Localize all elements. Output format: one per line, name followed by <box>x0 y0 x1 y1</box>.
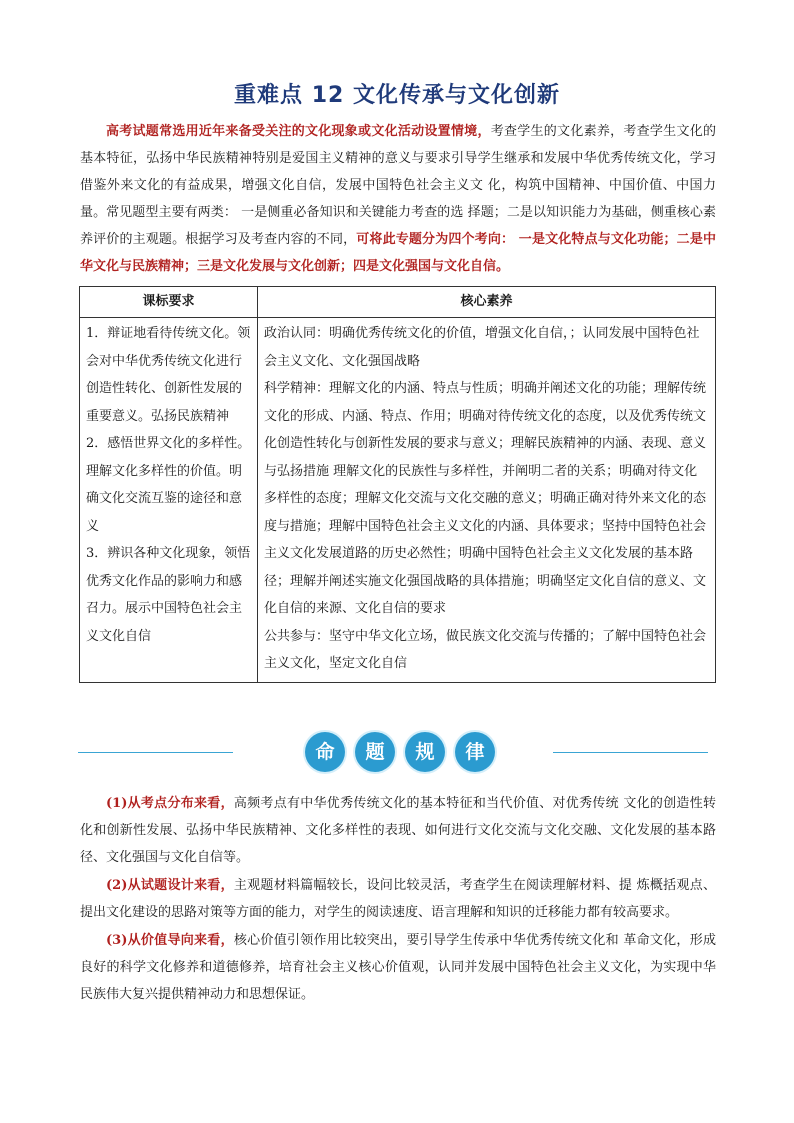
section-title-char: 规 <box>405 732 445 772</box>
competency-item: 政治认同：明确优秀传统文化的价值，增强文化自信，；认同发展中国特色社会主义文化、文化强国战略 <box>264 326 700 369</box>
rule-paragraph <box>80 872 716 926</box>
rule-text: 核心价值引领作用比较突出，要引导学生传承中华优秀传统文化和 革命文化，形成良好的科学文化修养和道德修养，培育社会主义核心价值观，认同并发展中国特色社会主义文化，为实现中华民族伟大复兴提供精神动力和思想保证。 <box>80 933 716 1002</box>
competency-item: 科学精神：理解文化的内涵、特点与性质；明确并阐述文化的功能；理解传统文化的形成、内涵、特点、作用；明确对待传统文化的态度，以及优秀传统文化创造性转化与创新性发展的要求与意义；理解民族精神的内涵、表现、意义与弘扬措施 理解文化的民族性与多样性，并阐明二者的关系；明确对待文化多样性的态度；理解文化交流与文化交融的意义；明确正确对待外来文化的态度与措施；理解中国特色社会主义文化的内涵、具体要求；坚持中国特色社会主义文化发展道路的历史必然性；明确中国特色社会主义文化发展的基本路径；理解并阐述实施文化强国战略的具体措施；明确坚定文化自信的意义、文化自信的来源、文化自信的要求 <box>264 381 707 616</box>
table-header-row <box>80 287 716 318</box>
curriculum-requirements-cell <box>80 318 258 683</box>
rule-text: 主观题材料篇幅较长，设问比较灵活，考查学生在阅读理解材料、提 炼概括观点、提出文化建设的思路对策等方面的能力，对学生的阅读速度、语言理解和知识的迁移能力都有较高要求。 <box>80 878 716 920</box>
rule-paragraph <box>80 927 716 1008</box>
divider-right <box>553 752 708 753</box>
core-competency-cell <box>258 318 716 683</box>
curriculum-item: 2．感悟世界文化的多样性。理解文化多样性的价值。明确文化交流互鉴的途径和意义 <box>86 436 251 534</box>
section-header <box>0 730 794 776</box>
intro-tail-highlight: 可将此专题分为四个考向： 一是文化特点与文化功能；二是中华文化与民族精神；三是文化发展与文化创新；四是文化强国与文化自信。 <box>80 232 716 274</box>
competency-item: 公共参与：坚守中华文化立场，做民族文化交流与传播的；了解中国特色社会主义文化，坚定文化自信 <box>264 628 707 671</box>
curriculum-item: 1．辩证地看待传统文化。领会对中华优秀传统文化进行创造性转化、创新性发展的重要意义。弘扬民族精神 <box>86 326 251 424</box>
intro-body: 考查学生的文化素养，考查学生文化的基本特征，弘扬中华民族精神特别是爱国主义精神的意义与要求引导学生继承和发展中华优秀传统文化，学习借鉴外来文化的有益成果，增强文化自信，发展中国特色社会主义文 化，构筑中国精神、中国价值、中国力量。常见题型主要有两类： 一是侧重必备知识和关键能力考查的选 择题；二是以知识能力为基础，侧重核心素养评价的主观题。根据学习及考查内容的不同， <box>80 124 716 247</box>
rule-label: (3)从价值导向来看， <box>106 933 234 948</box>
intro-lead-highlight: 高考试题常选用近年来备受关注的文化现象或文化活动设置情境， <box>106 124 491 139</box>
section-title-char: 题 <box>355 732 395 772</box>
table-header-curriculum: 课标要求 <box>80 287 258 318</box>
rule-label: (1)从考点分布来看， <box>106 796 234 811</box>
section-title-badges <box>305 730 495 776</box>
divider-left <box>78 752 233 753</box>
page-title: 重难点 12 文化传承与文化创新 <box>234 83 560 108</box>
section-title-char: 律 <box>455 732 495 772</box>
rules-section <box>80 790 716 1009</box>
section-title-char: 命 <box>305 732 345 772</box>
curriculum-item: 3．辨识各种文化现象，领悟优秀文化作品的影响力和感召力。展示中国特色社会主义文化自信 <box>86 546 251 644</box>
intro-paragraph <box>80 118 716 280</box>
table-row <box>80 318 716 683</box>
standards-table <box>79 286 716 683</box>
rule-label: (2)从试题设计来看， <box>106 878 234 893</box>
rule-paragraph <box>80 790 716 871</box>
rule-text: 高频考点有中华优秀传统文化的基本特征和当代价值、对优秀传统 文化的创造性转化和创新性发展、弘扬中华民族精神、文化多样性的表现、如何进行文化交流与文化交融、文化发展的基本路径、文化强国与文化自信等。 <box>80 796 716 865</box>
table-header-competency: 核心素养 <box>258 287 716 318</box>
